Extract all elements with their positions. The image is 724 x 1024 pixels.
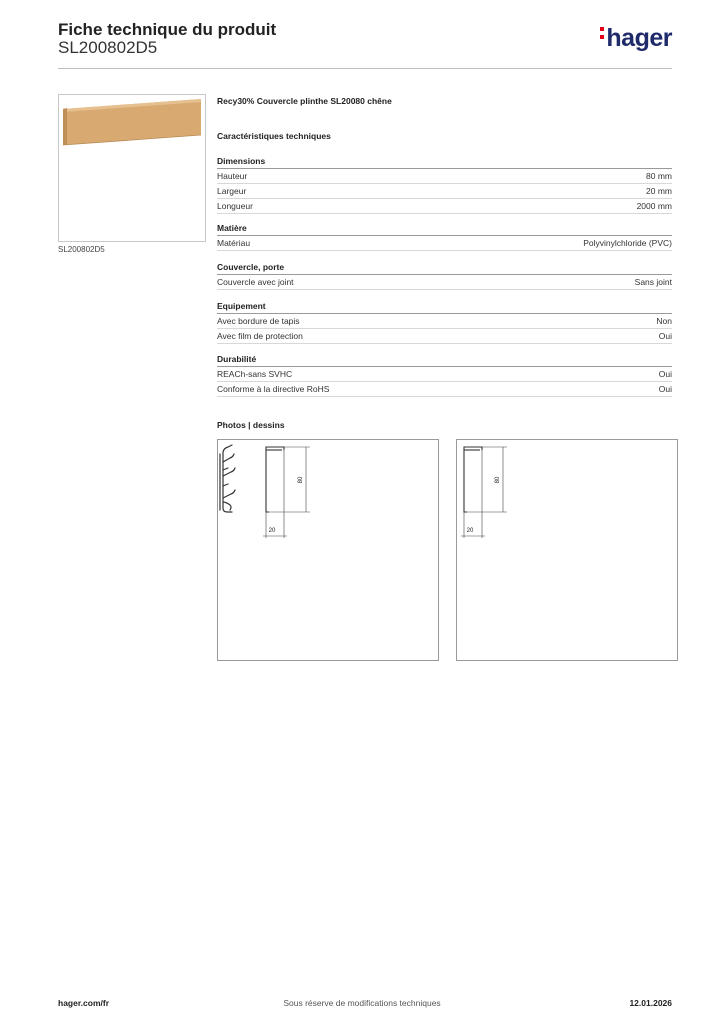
spec-row (217, 329, 672, 344)
footer-disclaimer: Sous réserve de modifications techniques (283, 998, 441, 1008)
spec-group-couvercle (217, 260, 672, 290)
spec-value: Oui (658, 384, 672, 394)
spec-group-title: Durabilité (217, 352, 672, 367)
width-label: 20 (466, 528, 474, 534)
photos-title: Photos | dessins (217, 420, 285, 430)
spec-row (217, 169, 672, 184)
logo-colon-icon (600, 27, 604, 43)
spec-group-dimensions (217, 154, 672, 214)
product-image (58, 94, 206, 242)
spec-label: Hauteur (217, 171, 248, 181)
spec-group-durabilite (217, 352, 672, 397)
image-caption: SL200802D5 (58, 245, 105, 254)
spec-group-matiere (217, 221, 672, 251)
spec-row (217, 275, 672, 290)
product-reference: SL200802D5 (58, 38, 158, 57)
spec-label: Couvercle avec joint (217, 277, 294, 287)
technical-drawing-2 (456, 439, 678, 661)
spec-row (217, 184, 672, 199)
spec-value: Non (656, 316, 672, 326)
footer-website-link[interactable]: hager.com/fr (58, 998, 110, 1008)
spec-row (217, 199, 672, 214)
spec-value: Oui (658, 369, 672, 379)
spec-row (217, 367, 672, 382)
spec-row (217, 382, 672, 397)
spec-value: Sans joint (634, 277, 672, 287)
height-label: 80 (298, 476, 304, 484)
footer-date: 12.01.2026 (629, 998, 672, 1008)
spec-value: 20 mm (646, 186, 672, 196)
product-cover-icon (59, 95, 205, 241)
spec-row (217, 236, 672, 251)
height-label: 80 (495, 476, 501, 484)
technical-drawing-1 (217, 439, 439, 661)
header-divider (58, 68, 672, 69)
page-title: Fiche technique du produit (58, 20, 277, 39)
spec-label: Longueur (217, 201, 253, 211)
spec-row (217, 314, 672, 329)
spec-label: REACh-sans SVHC (217, 369, 293, 379)
spec-label: Matériau (217, 238, 251, 248)
characteristics-title: Caractéristiques techniques (217, 131, 331, 141)
spec-label: Largeur (217, 186, 247, 196)
spec-value: Polyvinylchloride (PVC) (583, 238, 672, 248)
cover-profile-drawing-icon (457, 440, 677, 660)
spec-value: Oui (658, 331, 672, 341)
spec-group-title: Equipement (217, 299, 672, 314)
spec-group-title: Couvercle, porte (217, 260, 672, 275)
product-name: Recy30% Couvercle plinthe SL20080 chêne (217, 96, 392, 106)
hager-logo (600, 24, 672, 53)
logo-text: hager (606, 24, 672, 52)
spec-label: Avec bordure de tapis (217, 316, 300, 326)
cross-section-drawing-icon (218, 440, 438, 660)
spec-group-title: Matière (217, 221, 672, 236)
spec-group-title: Dimensions (217, 154, 672, 169)
spec-group-equipement (217, 299, 672, 344)
spec-value: 80 mm (646, 171, 672, 181)
spec-label: Avec film de protection (217, 331, 303, 341)
width-label: 20 (268, 528, 276, 534)
spec-value: 2000 mm (636, 201, 672, 211)
spec-label: Conforme à la directive RoHS (217, 384, 330, 394)
